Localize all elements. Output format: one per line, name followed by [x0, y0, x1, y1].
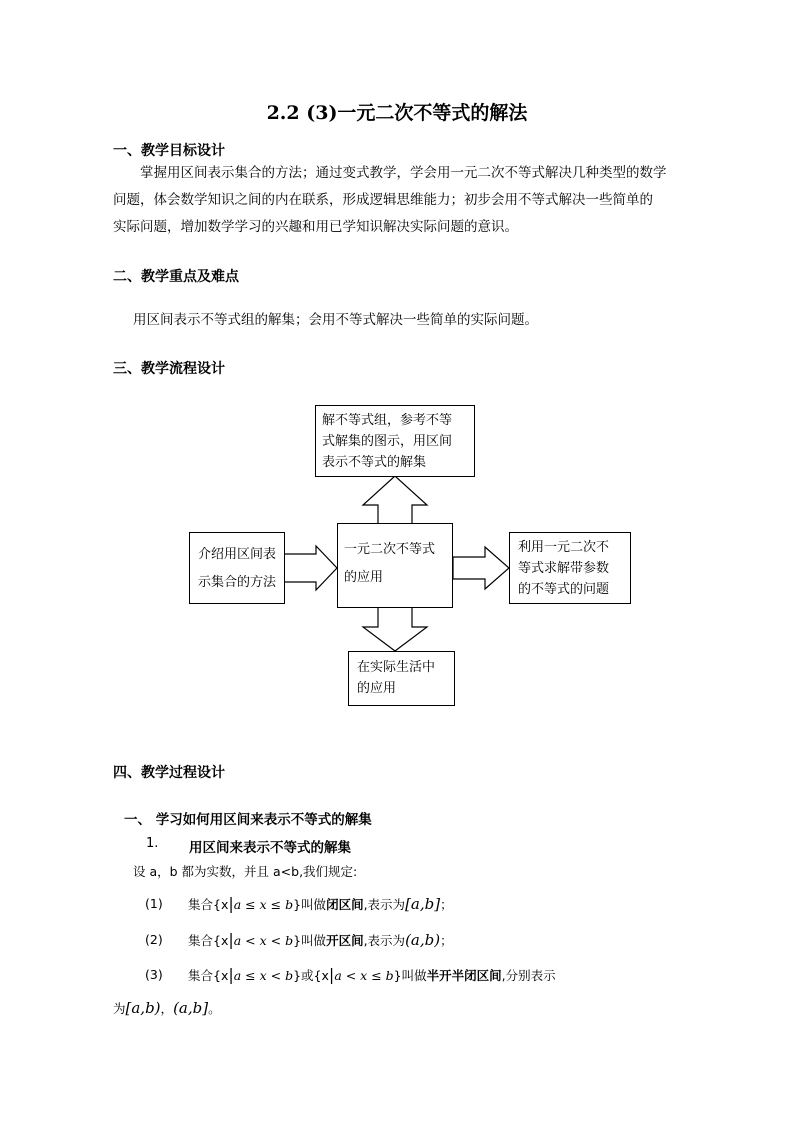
rule-1-prefix: 集合{x: [188, 897, 229, 912]
arrow-left-shape: [284, 546, 337, 590]
flow-top-line-3: 表示不等式的解集: [322, 455, 427, 470]
rule-2-condition: a < x < b: [233, 933, 294, 948]
rule-2-after: ,表示为: [363, 933, 406, 948]
arrow-up-shape: [363, 476, 427, 524]
flow-box-left: [189, 532, 285, 604]
set-bar: |: [228, 930, 234, 949]
rule-3-continuation: [113, 999, 221, 1017]
rule-1-term: 闭区间: [326, 897, 364, 912]
flow-top-line-2: 式解集的图示，用区间: [322, 434, 453, 449]
process-sub-heading: 一、 学习如何用区间来表示不等式的解集: [124, 812, 372, 828]
flow-right-line-1: 利用一元二次不: [518, 540, 610, 555]
section-heading-flow: 三、教学流程设计: [113, 361, 225, 377]
item-number: 1.: [146, 836, 159, 851]
rule-3-mid: }或{x: [293, 968, 329, 983]
continuation-sep: ，: [160, 1001, 174, 1016]
set-bar: |: [328, 965, 335, 984]
rule-2-term: 开区间: [326, 933, 364, 948]
flow-box-top: [315, 405, 475, 477]
continuation-end: 。: [208, 1001, 221, 1016]
rule-3-condition-2: a < x ≤ b: [334, 968, 394, 983]
objectives-line-1: 掌握用区间表示集合的方法；通过变式教学，学会用一元二次不等式解决几种类型的数学: [140, 165, 667, 181]
objectives-line-3: 实际问题，增加数学学习的兴趣和用已学知识解决实际问题的意识。: [113, 219, 518, 235]
flow-bottom-line-1: 在实际生活中: [357, 660, 436, 675]
rule-3-line: [188, 965, 556, 984]
rule-1-end: ；: [440, 897, 453, 912]
objectives-line-2: 问题，体会数学知识之间的内在联系，形成逻辑思维能力；初步会用不等式解决一些简单的: [113, 192, 653, 208]
rule-1-condition: a ≤ x ≤ b: [233, 897, 294, 912]
section-heading-objectives: 一、教学目标设计: [113, 143, 225, 159]
rule-3-term: 半开半闭区间: [426, 968, 502, 983]
arrow-right-shape: [453, 547, 509, 589]
rule-1-number: (1): [145, 896, 163, 911]
rule-3-condition: a ≤ x < b: [233, 968, 294, 983]
rule-2-prefix: 集合{x: [188, 933, 229, 948]
section-heading-key-points: 二、教学重点及难点: [113, 269, 239, 285]
rule-2-end: ；: [440, 933, 453, 948]
rule-1-line: [188, 894, 453, 913]
flow-box-right: [509, 532, 631, 604]
flow-box-bottom: [348, 651, 455, 706]
arrow-down-shape: [363, 607, 427, 651]
continuation-prefix: 为: [113, 1001, 126, 1016]
set-bar: |: [228, 894, 234, 913]
rule-1-after: ,表示为: [363, 897, 406, 912]
rule-3-number: (3): [145, 967, 163, 982]
rule-3-prefix: 集合{x: [188, 968, 229, 983]
notation-half-open-right: [a,b): [125, 999, 161, 1017]
flow-left-line-2: 示集合的方法: [198, 575, 277, 590]
flow-bottom-line-2: 的应用: [357, 681, 397, 696]
rule-2-mid: }叫做: [293, 933, 327, 948]
intro-text: 设 a，b 都为实数，并且 a<b,我们规定:: [133, 864, 358, 879]
rule-2-number: (2): [145, 932, 163, 947]
rule-3-mid-2: }叫做: [393, 968, 427, 983]
item-title: 用区间来表示不等式的解集: [189, 840, 351, 856]
flow-right-line-2: 等式求解带参数: [518, 561, 610, 576]
key-points-text: 用区间表示不等式组的解集；会用不等式解决一些简单的实际问题。: [133, 312, 538, 328]
page-title: 2.2 (3)一元二次不等式的解法: [266, 102, 528, 124]
flow-center-line-2: 的应用: [344, 570, 384, 585]
set-bar: |: [228, 965, 234, 984]
flow-left-line-1: 介绍用区间表: [198, 547, 277, 562]
rule-1-mid: }叫做: [293, 897, 327, 912]
rule-3-after: ,分别表示: [501, 968, 556, 983]
flow-right-line-3: 的不等式的问题: [518, 582, 610, 597]
flow-top-line-1: 解不等式组，参考不等: [322, 413, 453, 428]
notation-half-open-left: (a,b]: [173, 999, 209, 1017]
section-heading-process: 四、教学过程设计: [113, 765, 225, 781]
flow-box-center: [337, 523, 453, 608]
rule-2-line: [188, 930, 453, 949]
flow-center-line-1: 一元二次不等式: [344, 542, 436, 557]
rule-2-notation: (a,b): [405, 931, 441, 949]
rule-1-notation: [a,b]: [405, 895, 441, 913]
